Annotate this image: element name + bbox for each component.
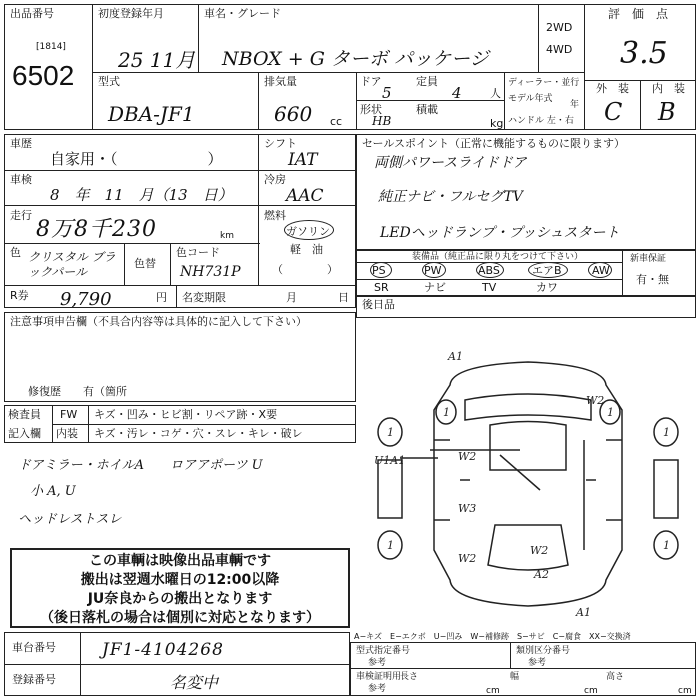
lot-label: 出品番号 [10,7,54,20]
equip-pw: PW [424,264,442,277]
name-value: NBOX + G ターボ パッケージ [222,48,489,70]
mark-w2-bottom: W2 [458,552,477,565]
selling-point-2: 純正ナビ・フルセグTV [378,189,523,205]
length-label: 長さ [400,672,419,682]
equip-leather: カワ [536,281,558,294]
mark-w2-left: W2 [458,450,477,463]
mark-w2-right: W2 [586,394,605,407]
cm-unit-3: cm [678,686,692,696]
recycle-unit: 円 [156,291,167,304]
ref-1: 参考 [368,658,387,668]
ac-value: AAC [286,186,324,206]
mark-w2-rear: W2 [530,544,549,557]
disp-unit: cc [330,115,343,128]
repair-label: 修復歴 有（箇所 [28,385,127,398]
model-year-label: モデル年式 [508,94,553,104]
disp-value: 660 [274,102,313,126]
desig-label: 型式指定番号 [356,646,411,656]
fw-label: FW [60,408,78,421]
cert-label: 車検証明用 [356,672,402,682]
equip-ps: PS [372,264,386,277]
equip-tv: TV [482,281,497,294]
shift-value: IAT [288,150,318,170]
fuel-label: 燃料 [264,209,286,222]
month-label: 月 [286,291,297,304]
shape-label: 形状 [360,103,382,116]
load-label: 積載 [416,103,438,116]
cm-unit-2: cm [584,686,598,696]
first-reg-label: 初度登録年月 [98,7,164,20]
damage-legend: A−キズ E−エクボ U−凹み W−補修跡 S−サビ C−腐食 XX−交換済 [354,632,631,641]
load-unit: kg [490,117,504,130]
drive-2wd: 2WD [546,21,573,34]
color-code-label: 色コード [176,246,220,259]
capacity-label: 定員 [416,75,438,88]
selling-label: セールスポイント（正常に機能するものに限ります） [362,137,626,150]
ref-2: 参考 [528,658,547,668]
interior-grade: B [658,98,676,126]
shift-label: シフト [264,137,297,150]
interior-check-text: キズ・汚レ・コゲ・穴・スレ・キレ・破レ [94,427,303,440]
record-label: 記入欄 [8,427,41,440]
handle-label: ハンドル 左・右 [508,116,574,126]
later-frame [356,296,696,318]
shape-value: HB [372,114,392,128]
mark-1-d: 1 [663,539,670,552]
equip-navi: ナビ [424,281,446,294]
width-label: 幅 [510,672,520,682]
mark-a1-top: A1 [448,350,463,363]
mark-w3: W3 [458,502,477,515]
new-car-label: 新車保証 [630,254,667,264]
equip-airbag: エアB [532,264,562,277]
mark-1-b: 1 [663,426,670,439]
color-value: クリスタル ブラックパール [28,250,116,279]
interior-label: 内 装 [652,82,685,95]
new-car-value: 有・無 [636,273,669,286]
equip-sr: SR [374,281,389,294]
exterior-label: 外 装 [596,82,629,95]
car-diagram [360,340,696,628]
color-code-value: NH731P [180,264,241,280]
first-reg-value: 25 11月 [118,48,196,72]
history-value: 自家用・（ ） [50,150,223,168]
mark-a2-rear: A2 [534,568,549,581]
handwritten-note-2: 小 A, U [30,484,76,499]
door-value: 5 [382,84,392,102]
mileage-unit: km [220,231,234,241]
reg-label: 登録番号 [12,673,56,686]
cm-unit-1: cm [486,686,500,696]
exterior-grade: C [604,98,623,126]
model-label: 型式 [98,75,120,88]
fuel-gas: ガソリン [286,225,330,238]
mileage-value: 8万8千230 [36,217,157,242]
inspector-label: 検査員 [8,408,41,421]
height-label: 高さ [606,672,625,682]
disp-label: 排気量 [264,75,297,88]
equip-abs: ABS [478,264,500,277]
recycle-label: R券 [10,289,29,302]
mark-1-e: 1 [443,406,450,419]
class-label: 類別区分番号 [516,646,571,656]
inspect-value: 8 年 11 月（13 日） [50,186,233,204]
recolor-label: 色替 [134,257,156,270]
interior-check-label: 内装 [56,427,78,440]
score-value: 3.5 [620,36,668,71]
chassis-label: 車台番号 [12,641,56,654]
notes-label: 注意事項申告欄（不具合内容等は具体的に記入して下さい） [10,315,307,328]
reg-value: 名変中 [170,673,219,692]
dealer-label: ディーラー・並行 [508,78,580,88]
inspect-label: 車検 [10,173,32,186]
score-label: 評 価 点 [608,7,669,21]
notice-line-1: この車輌は映像出品車輌です [89,553,271,569]
fuel-gas-circle [284,220,334,240]
model-value: DBA-JF1 [108,102,195,126]
model-year-unit: 年 [570,100,580,110]
ac-label: 冷房 [264,173,286,186]
name-label: 車名・グレード [204,7,281,20]
mark-a1-bottom: A1 [576,606,591,619]
day-label: 日 [338,291,349,304]
mileage-label: 走行 [10,209,32,222]
handwritten-note-3: ヘッドレストスレ [18,512,122,527]
mark-1-a: 1 [387,426,394,439]
fuel-diesel: 軽 油 [290,243,323,256]
lot-sub: [1814] [36,42,66,52]
later-label: 後日品 [362,298,395,311]
handwritten-note-1: ドアミラー・ホイルA ロアアポーツ U [18,458,263,473]
fuel-other: （ ） [272,263,338,276]
notice-line-2: 搬出は翌週水曜日の12:00以降 [80,572,280,588]
equipment-label: 装備品（純正品に限り丸をつけて下さい） [412,252,584,262]
name-change-label: 名変期限 [182,291,226,304]
selling-point-1: 両側パワースライドドア [374,155,527,171]
door-label: ドア [360,75,382,88]
notice-box [10,548,350,628]
equip-aw: AW [592,264,610,277]
capacity-unit: 人 [490,87,501,100]
ref-3: 参考 [368,684,387,694]
lot-number: 6502 [12,60,75,91]
drive-4wd: 4WD [546,43,573,56]
mark-1-c: 1 [387,539,394,552]
recycle-value: 9,790 [60,289,112,310]
mark-u1a1-left: U1A1 [374,454,406,467]
selling-point-3: LEDヘッドランプ・プッシュスタート [380,225,620,241]
capacity-value: 4 [452,84,462,102]
notice-line-4: （後日落札の場合は個別に対応となります） [40,610,320,626]
chassis-value: JF1-4104268 [102,640,224,660]
history-label: 車歴 [10,137,32,150]
color-label: 色 [10,246,21,259]
fw-text: キズ・凹み・ヒビ割・リペア跡・X要 [94,408,278,421]
mark-1-f: 1 [607,406,614,419]
notice-line-3: JU奈良からの搬出となります [87,591,273,607]
